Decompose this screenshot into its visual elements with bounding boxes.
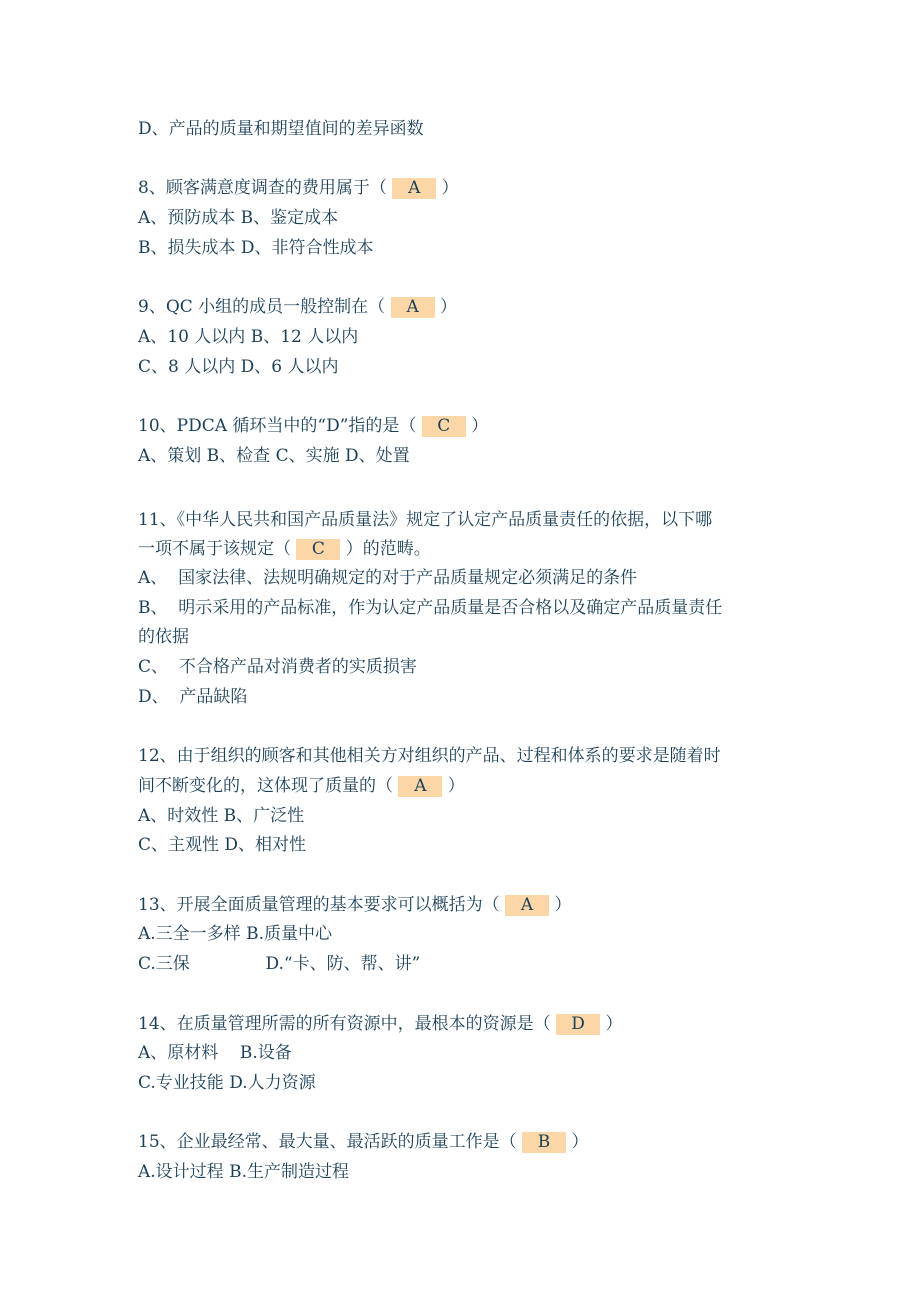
q11-option-d: D、 产品缺陷 [138, 687, 248, 707]
q15-question [138, 1131, 588, 1153]
q13-options-2: C.三保 D.“卡、防、帮、讲” [138, 954, 421, 974]
q9-question [138, 296, 457, 318]
q14-options-1: A、原材料 B.设备 [138, 1043, 292, 1063]
q11-answer-box: C [296, 539, 340, 560]
q13-close: ） [549, 895, 572, 915]
q10-close: ） [465, 416, 489, 436]
q9-close: ） [434, 297, 457, 317]
q10-answer-box: C [422, 416, 466, 437]
q14-question [138, 1013, 622, 1035]
q12-stem: 间不断变化的，这体现了质量的（ [138, 776, 399, 796]
q8-options-1: A、预防成本 B、鉴定成本 [138, 208, 339, 228]
q9-options-2: C、8 人以内 D、6 人以内 [138, 357, 339, 377]
q13-stem: 13、开展全面质量管理的基本要求可以概括为（ [138, 895, 506, 915]
q15-close: ） [566, 1132, 589, 1152]
q11-option-b: B、 明示采用的产品标准，作为认定产品质量是否合格以及确定产品质量责任 [138, 598, 723, 618]
q11-option-b-cont: 的依据 [138, 627, 189, 647]
q8-options-2: B、损失成本 D、非符合性成本 [138, 238, 374, 258]
q12-question-line-2 [138, 775, 465, 797]
q13-answer-box: A [505, 895, 549, 916]
q14-close: ） [600, 1014, 623, 1034]
q11-question-line-1: 11、《中华人民共和国产品质量法》规定了认定产品质量责任的依据，以下哪 [138, 510, 713, 530]
q11-close: ）的范畴。 [340, 539, 431, 559]
q11-option-a: A、 国家法律、法规明确规定的对于产品质量规定必须满足的条件 [138, 568, 638, 588]
q9-stem: 9、QC 小组的成员一般控制在（ [138, 297, 391, 317]
q8-answer-box: A [392, 178, 436, 199]
q9-answer-box: A [391, 297, 435, 318]
q15-stem: 15、企业最经常、最大量、最活跃的质量工作是（ [138, 1132, 523, 1152]
q11-stem: 一项不属于该规定（ [138, 539, 297, 559]
q13-options-1: A.三全一多样 B.质量中心 [138, 924, 332, 944]
q12-options-1: A、时效性 B、广泛性 [138, 806, 305, 826]
q12-options-2: C、主观性 D、相对性 [138, 835, 307, 855]
q8-close: ） [436, 178, 459, 198]
q8-stem: 8、顾客满意度调查的费用属于（ [138, 178, 393, 198]
q10-question [138, 415, 488, 437]
q12-close: ） [442, 776, 465, 796]
q14-options-2: C.专业技能 D.人力资源 [138, 1073, 316, 1093]
q14-stem: 14、在质量管理所需的所有资源中，最根本的资源是（ [138, 1014, 557, 1034]
q12-answer-box: A [398, 776, 442, 797]
q10-stem: 10、PDCA 循环当中的“D”指的是（ [138, 416, 422, 436]
q15-options-1: A.设计过程 B.生产制造过程 [138, 1162, 349, 1182]
q11-option-c: C、 不合格产品对消费者的实质损害 [138, 657, 417, 677]
q13-question [138, 894, 571, 916]
q11-question-line-2 [138, 538, 431, 560]
q15-answer-box: B [522, 1132, 566, 1153]
q12-question-line-1: 12、由于组织的顾客和其他相关方对组织的产品、过程和体系的要求是随着时 [138, 746, 721, 766]
q14-answer-box: D [556, 1014, 600, 1035]
q9-options-1: A、10 人以内 B、12 人以内 [138, 327, 359, 347]
q7-option-d: D、产品的质量和期望值间的差异函数 [138, 119, 424, 139]
q8-question [138, 177, 459, 199]
q10-options: A、策划 B、检查 C、实施 D、处置 [138, 446, 410, 466]
